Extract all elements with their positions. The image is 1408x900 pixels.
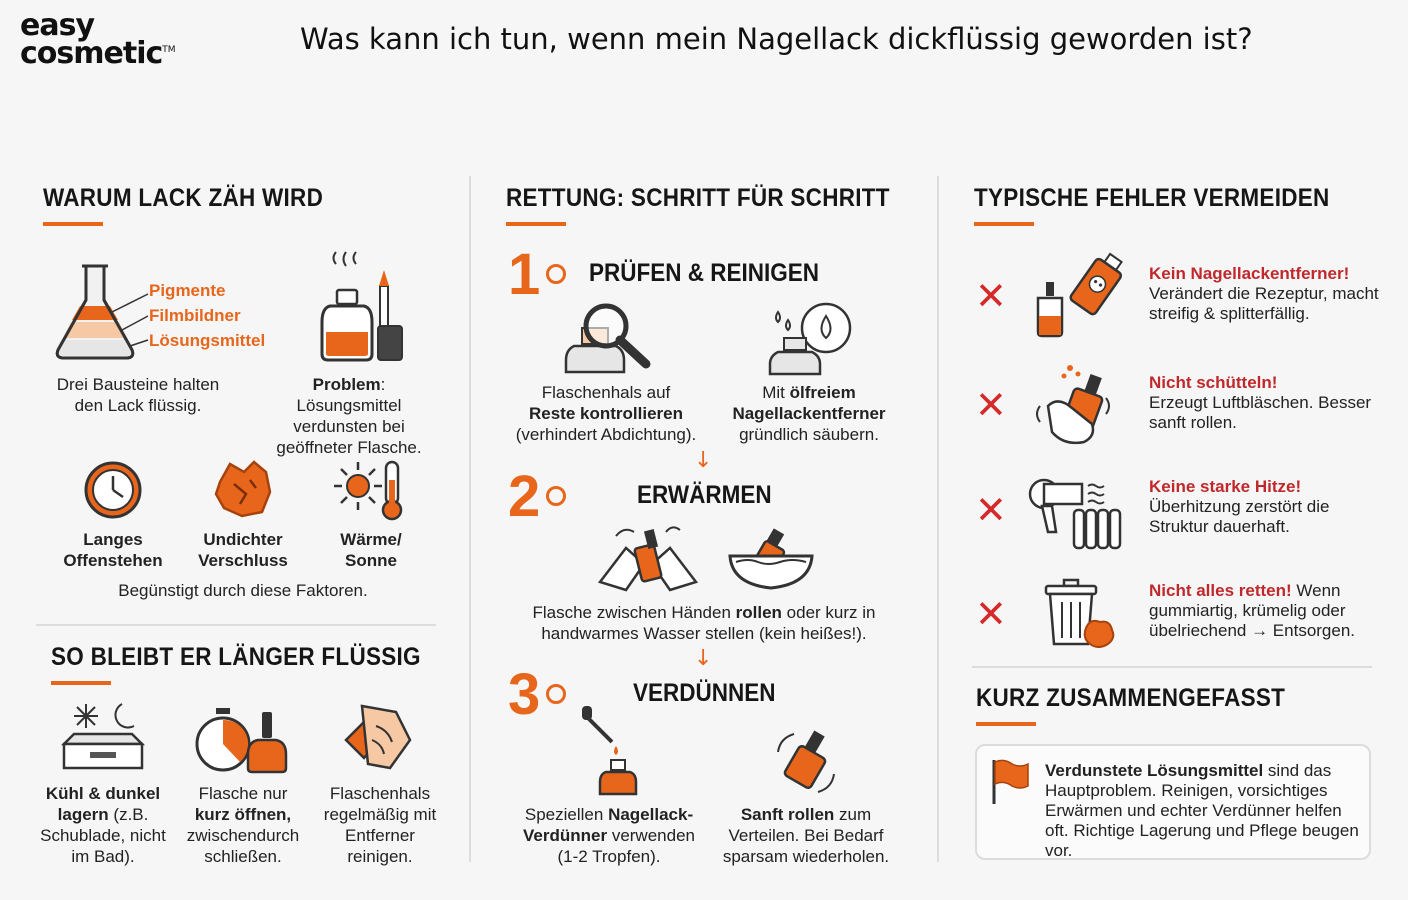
- magnifier-bottle-neck-icon: [560, 298, 656, 374]
- timer-bottle-icon: [196, 706, 292, 774]
- step-2-text: [524, 602, 884, 644]
- step-1-number: 1: [508, 242, 541, 307]
- x-mark-icon: ✕: [975, 383, 1007, 427]
- mistake-3: [1149, 477, 1385, 537]
- down-arrow-icon: ↓: [694, 646, 713, 671]
- why-heading: WARUM LACK ZÄH WIRD: [43, 184, 324, 212]
- problem-bold: Problem: [312, 375, 381, 394]
- x-mark-icon: ✕: [975, 488, 1007, 532]
- step-1-title: PRÜFEN & REINIGEN: [589, 259, 820, 287]
- factors-caption: Begünstigt durch diese Faktoren.: [118, 581, 368, 600]
- brand-logo: [20, 8, 176, 71]
- step-2-pre: Flasche zwischen Händen: [532, 603, 736, 622]
- flask-label-pigments: Pigmente: [149, 281, 226, 300]
- heading-underline: [51, 681, 111, 685]
- x-mark-icon: ✕: [975, 592, 1007, 636]
- step-1-right-text: [720, 382, 898, 445]
- step-3-right-post: zum Verteilen. Bei Bedarf sparsam wiederholen.: [722, 805, 890, 866]
- problem-text: [258, 374, 440, 458]
- flask-label-film: Filmbildner: [149, 306, 241, 325]
- flask-label-solvent: Lösungsmittel: [149, 331, 266, 350]
- rescue-heading: RETTUNG: SCHRITT FÜR SCHRITT: [506, 184, 890, 212]
- step-1-left-text: [508, 382, 704, 445]
- step-3-title: VERDÜNNEN: [633, 679, 776, 707]
- remover-bottle-skull-icon: [1034, 252, 1126, 338]
- warm-water-bowl-icon: [728, 522, 814, 592]
- step-1-left-pre: Flaschenhals auf: [541, 383, 671, 402]
- sun-thermometer-icon: [334, 458, 410, 524]
- step-1-left-bold: Reste kontrollieren: [529, 404, 683, 423]
- column-divider: [469, 176, 471, 862]
- step-3-left-text: [520, 804, 698, 867]
- heading-underline: [43, 222, 103, 226]
- shaking-hand-icon: [1034, 362, 1114, 446]
- section-divider: [36, 624, 436, 626]
- mistake-1-text: Verändert die Rezeptur, macht streifig & splitterfällig.: [1149, 284, 1379, 323]
- mistake-2-text: Erzeugt Luftbläschen. Besser sanft rollen.: [1149, 393, 1372, 432]
- step-2-post: oder kurz in handwarmes Wasser stellen (kein heißes!).: [541, 603, 876, 643]
- step-3-left-pre: Speziellen: [524, 805, 609, 824]
- drawer-cold-dark-icon: [60, 700, 146, 772]
- mistake-2-title: Nicht schütteln!: [1149, 373, 1278, 392]
- factor-label-cap: Undichter Verschluss: [198, 530, 288, 570]
- heading-underline: [976, 722, 1036, 726]
- mistake-4: [1149, 581, 1385, 641]
- factor-label-heat: Wärme/ Sonne: [340, 530, 402, 570]
- page-title: Was kann ich tun, wenn mein Nagellack dickflüssig geworden ist?: [300, 22, 1253, 56]
- evaporating-bottle-icon: [320, 250, 410, 365]
- step-3-number: 3: [508, 662, 541, 727]
- clock-icon: [83, 460, 143, 520]
- summary-bold: Verdunstete Lösungsmittel: [1045, 761, 1264, 780]
- section-divider: [972, 666, 1372, 668]
- heading-underline: [506, 222, 566, 226]
- oil-free-drop-bottle-icon: [764, 298, 856, 374]
- step-2-ring: [546, 486, 566, 506]
- x-mark-icon: ✕: [975, 274, 1007, 318]
- keep-item-close: [180, 783, 306, 867]
- column-divider: [937, 176, 939, 862]
- hairdryer-heater-icon: [1028, 472, 1128, 552]
- step-3-ring: [546, 684, 566, 704]
- brand-line1: easy: [20, 8, 95, 43]
- problem-desc: : Lösungsmittel verdunsten bei geöffneter Flasche.: [276, 375, 422, 457]
- step-3-left-post: verwenden (1-2 Tropfen).: [557, 826, 695, 866]
- keep-item-clean: Flaschenhals regelmäßig mit Entferner reinigen.: [323, 784, 437, 866]
- step-3-right-bold: Sanft rollen: [740, 805, 835, 824]
- brand-line2: [20, 36, 176, 71]
- flag-icon: [990, 758, 1030, 806]
- mistake-2: [1149, 373, 1385, 433]
- hands-rolling-icon: [596, 518, 700, 594]
- step-1-left-post: (verhindert Abdichtung).: [515, 425, 697, 444]
- step-2-title: ERWÄRMEN: [637, 481, 772, 509]
- keep-store-text: (z.B. Schublade, nicht im Bad).: [40, 805, 166, 866]
- flask-caption: Drei Bausteine halten den Lack flüssig.: [56, 375, 220, 415]
- down-arrow-icon: ↓: [694, 448, 713, 473]
- keep-close-pre: Flasche nur: [198, 784, 288, 803]
- heading-underline: [974, 222, 1034, 226]
- mistake-4-title: Nicht alles retten!: [1149, 581, 1292, 600]
- step-2-number: 2: [508, 464, 541, 529]
- trash-can-icon: [1044, 578, 1116, 648]
- dropper-bottle-icon: [578, 706, 642, 798]
- factor-label-open: Langes Offenstehen: [63, 530, 163, 570]
- trademark: TM: [162, 45, 176, 55]
- gentle-roll-bottle-icon: [770, 730, 842, 796]
- step-3-right-text: [718, 804, 894, 867]
- keep-store-bold: Kühl & dunkel lagern: [45, 784, 161, 824]
- step-2-bold: rollen: [735, 603, 782, 622]
- flask-icon: [52, 262, 148, 362]
- summary-text: [1045, 761, 1363, 861]
- step-1-ring: [546, 264, 566, 284]
- summary-heading: KURZ ZUSAMMENGEFASST: [976, 684, 1286, 712]
- keep-item-store: [38, 783, 168, 867]
- keep-heading: SO BLEIBT ER LÄNGER FLÜSSIG: [51, 643, 421, 671]
- step-3-left-bold: Nagellack-Verdünner: [523, 805, 694, 845]
- cleaning-cloth-icon: [340, 700, 420, 774]
- keep-close-text: zwischendurch schließen.: [186, 826, 300, 866]
- summary-desc: sind das Hauptproblem. Reinigen, vorsichtiges Erwärmen und echter Verdünner helfen oft. Richtige Lagerung und Pflege beugen vor.: [1045, 761, 1359, 860]
- mistake-3-title: Keine starke Hitze!: [1149, 477, 1302, 496]
- step-1-right-post: gründlich säubern.: [739, 425, 879, 444]
- mistake-1: [1149, 264, 1385, 324]
- keep-close-bold: kurz öffnen,: [194, 805, 292, 824]
- broken-cap-icon: [212, 458, 276, 520]
- mistakes-heading: TYPISCHE FEHLER VERMEIDEN: [974, 184, 1330, 212]
- mistake-1-title: Kein Nagellackentferner!: [1149, 264, 1350, 283]
- step-1-right-pre: Mit: [762, 383, 790, 402]
- mistake-3-text: Überhitzung zerstört die Struktur dauerhaft.: [1149, 497, 1330, 536]
- mistake-4-text: Wenn gummiartig, krümelig oder übelriechend → Entsorgen.: [1149, 581, 1356, 640]
- step-1-right-bold: ölfreiem Nagellackentferner: [732, 383, 886, 423]
- brand-line2-text: cosmetic: [20, 36, 163, 71]
